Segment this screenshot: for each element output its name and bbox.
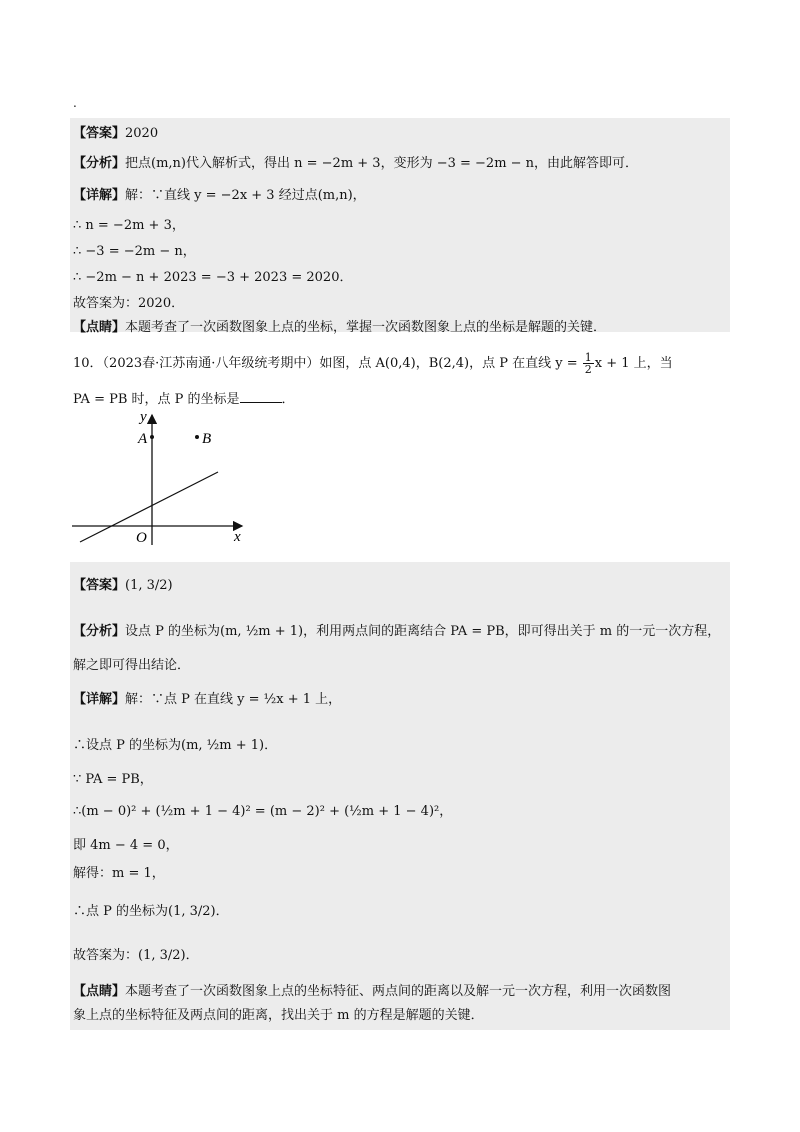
q9-step-2: ∴ −3 = −2m − n， <box>73 244 196 259</box>
y-axis-label: y <box>140 409 147 425</box>
comment-text: 本题考查了一次函数图象上点的坐标特征、两点间的距离以及解一元一次方程，利用一次函数图 <box>125 984 672 999</box>
stem-line2-end: ． <box>281 392 295 407</box>
comment-label: 【点睛】 <box>73 984 126 999</box>
analysis-text: 把点(m,n)代入解析式，得出 n = −2m + 3，变形为 −3 = −2m − n，由此解答即可． <box>125 156 639 171</box>
q9-detail <box>73 184 366 203</box>
stem-fraction <box>583 352 594 375</box>
analysis-label: 【分析】 <box>73 624 126 639</box>
comment-label: 【点睛】 <box>73 320 126 335</box>
q9-comment <box>73 316 606 335</box>
q10-analysis-cont: 解之即可得出结论． <box>73 658 191 673</box>
point-a-label: A <box>138 431 148 447</box>
q10-step-6: ∴点 P 的坐标为(1, 3/2)． <box>73 904 229 919</box>
stem-text-a: 如图，点 A(0,4)，B(2,4)，点 P 在直线 y = <box>319 356 578 371</box>
stem-text-b: x + 1 上，当 <box>594 356 673 371</box>
x-axis-label: x <box>234 529 241 545</box>
answer-label: 【答案】 <box>73 578 126 593</box>
q10-detail <box>73 688 341 707</box>
origin-label: O <box>136 530 147 546</box>
q10-stem-line-1 <box>73 352 673 375</box>
point-b <box>195 435 199 439</box>
detail-intro: 解：∵直线 y = −2x + 3 经过点(m,n)， <box>125 188 366 203</box>
coordinate-figure <box>66 405 256 550</box>
stem-line2-text: PA = PB 时，点 P 的坐标是 <box>73 392 240 407</box>
q10-step-4: 即 4m − 4 = 0， <box>73 838 179 853</box>
q10-conclusion: 故答案为：(1, 3/2)． <box>73 948 199 963</box>
answer-value: 2020 <box>125 126 159 141</box>
q10-step-1: ∴设点 P 的坐标为(m, ½m + 1)． <box>73 738 278 753</box>
page-top-mark: . <box>73 96 77 110</box>
q9-step-3: ∴ −2m − n + 2023 = −3 + 2023 = 2020． <box>73 270 353 285</box>
fraction-numerator: 1 <box>584 351 592 364</box>
point-a <box>150 435 154 439</box>
q10-step-3: ∴(m − 0)² + (½m + 1 − 4)² = (m − 2)² + (½m + 1 − 4)²， <box>73 804 453 819</box>
q10-comment-cont: 象上点的坐标特征及两点间的距离，找出关于 m 的方程是解题的关键． <box>73 1008 484 1023</box>
q10-answer <box>73 574 173 593</box>
analysis-text: 设点 P 的坐标为(m, ½m + 1)，利用两点间的距离结合 PA = PB，即可得出关于 m 的一元一次方程， <box>125 624 721 639</box>
detail-intro: 解：∵点 P 在直线 y = ½x + 1 上， <box>125 692 342 707</box>
point-b-label: B <box>202 431 212 447</box>
detail-label: 【详解】 <box>73 188 126 203</box>
answer-blank <box>240 390 282 403</box>
q10-step-5: 解得：m = 1， <box>73 866 165 881</box>
q9-answer <box>73 122 158 141</box>
q9-conclusion: 故答案为：2020． <box>73 296 185 311</box>
q9-step-1: ∴ n = −2m + 3， <box>73 218 185 233</box>
question-number: 10． <box>73 356 103 371</box>
line-graph <box>80 472 218 542</box>
q10-step-2: ∵ PA = PB， <box>73 772 153 787</box>
answer-label: 【答案】 <box>73 126 126 141</box>
analysis-label: 【分析】 <box>73 156 126 171</box>
comment-text: 本题考查了一次函数图象上点的坐标，掌握一次函数图象上点的坐标是解题的关键． <box>125 320 607 335</box>
q9-analysis <box>73 152 638 171</box>
q10-analysis <box>73 620 720 639</box>
answer-value: (1, 3/2) <box>125 578 173 593</box>
fraction-denominator: 2 <box>584 363 592 376</box>
q10-comment <box>73 980 671 999</box>
question-source: （2023春·江苏南通·八年级统考期中） <box>102 356 320 371</box>
detail-label: 【详解】 <box>73 692 126 707</box>
